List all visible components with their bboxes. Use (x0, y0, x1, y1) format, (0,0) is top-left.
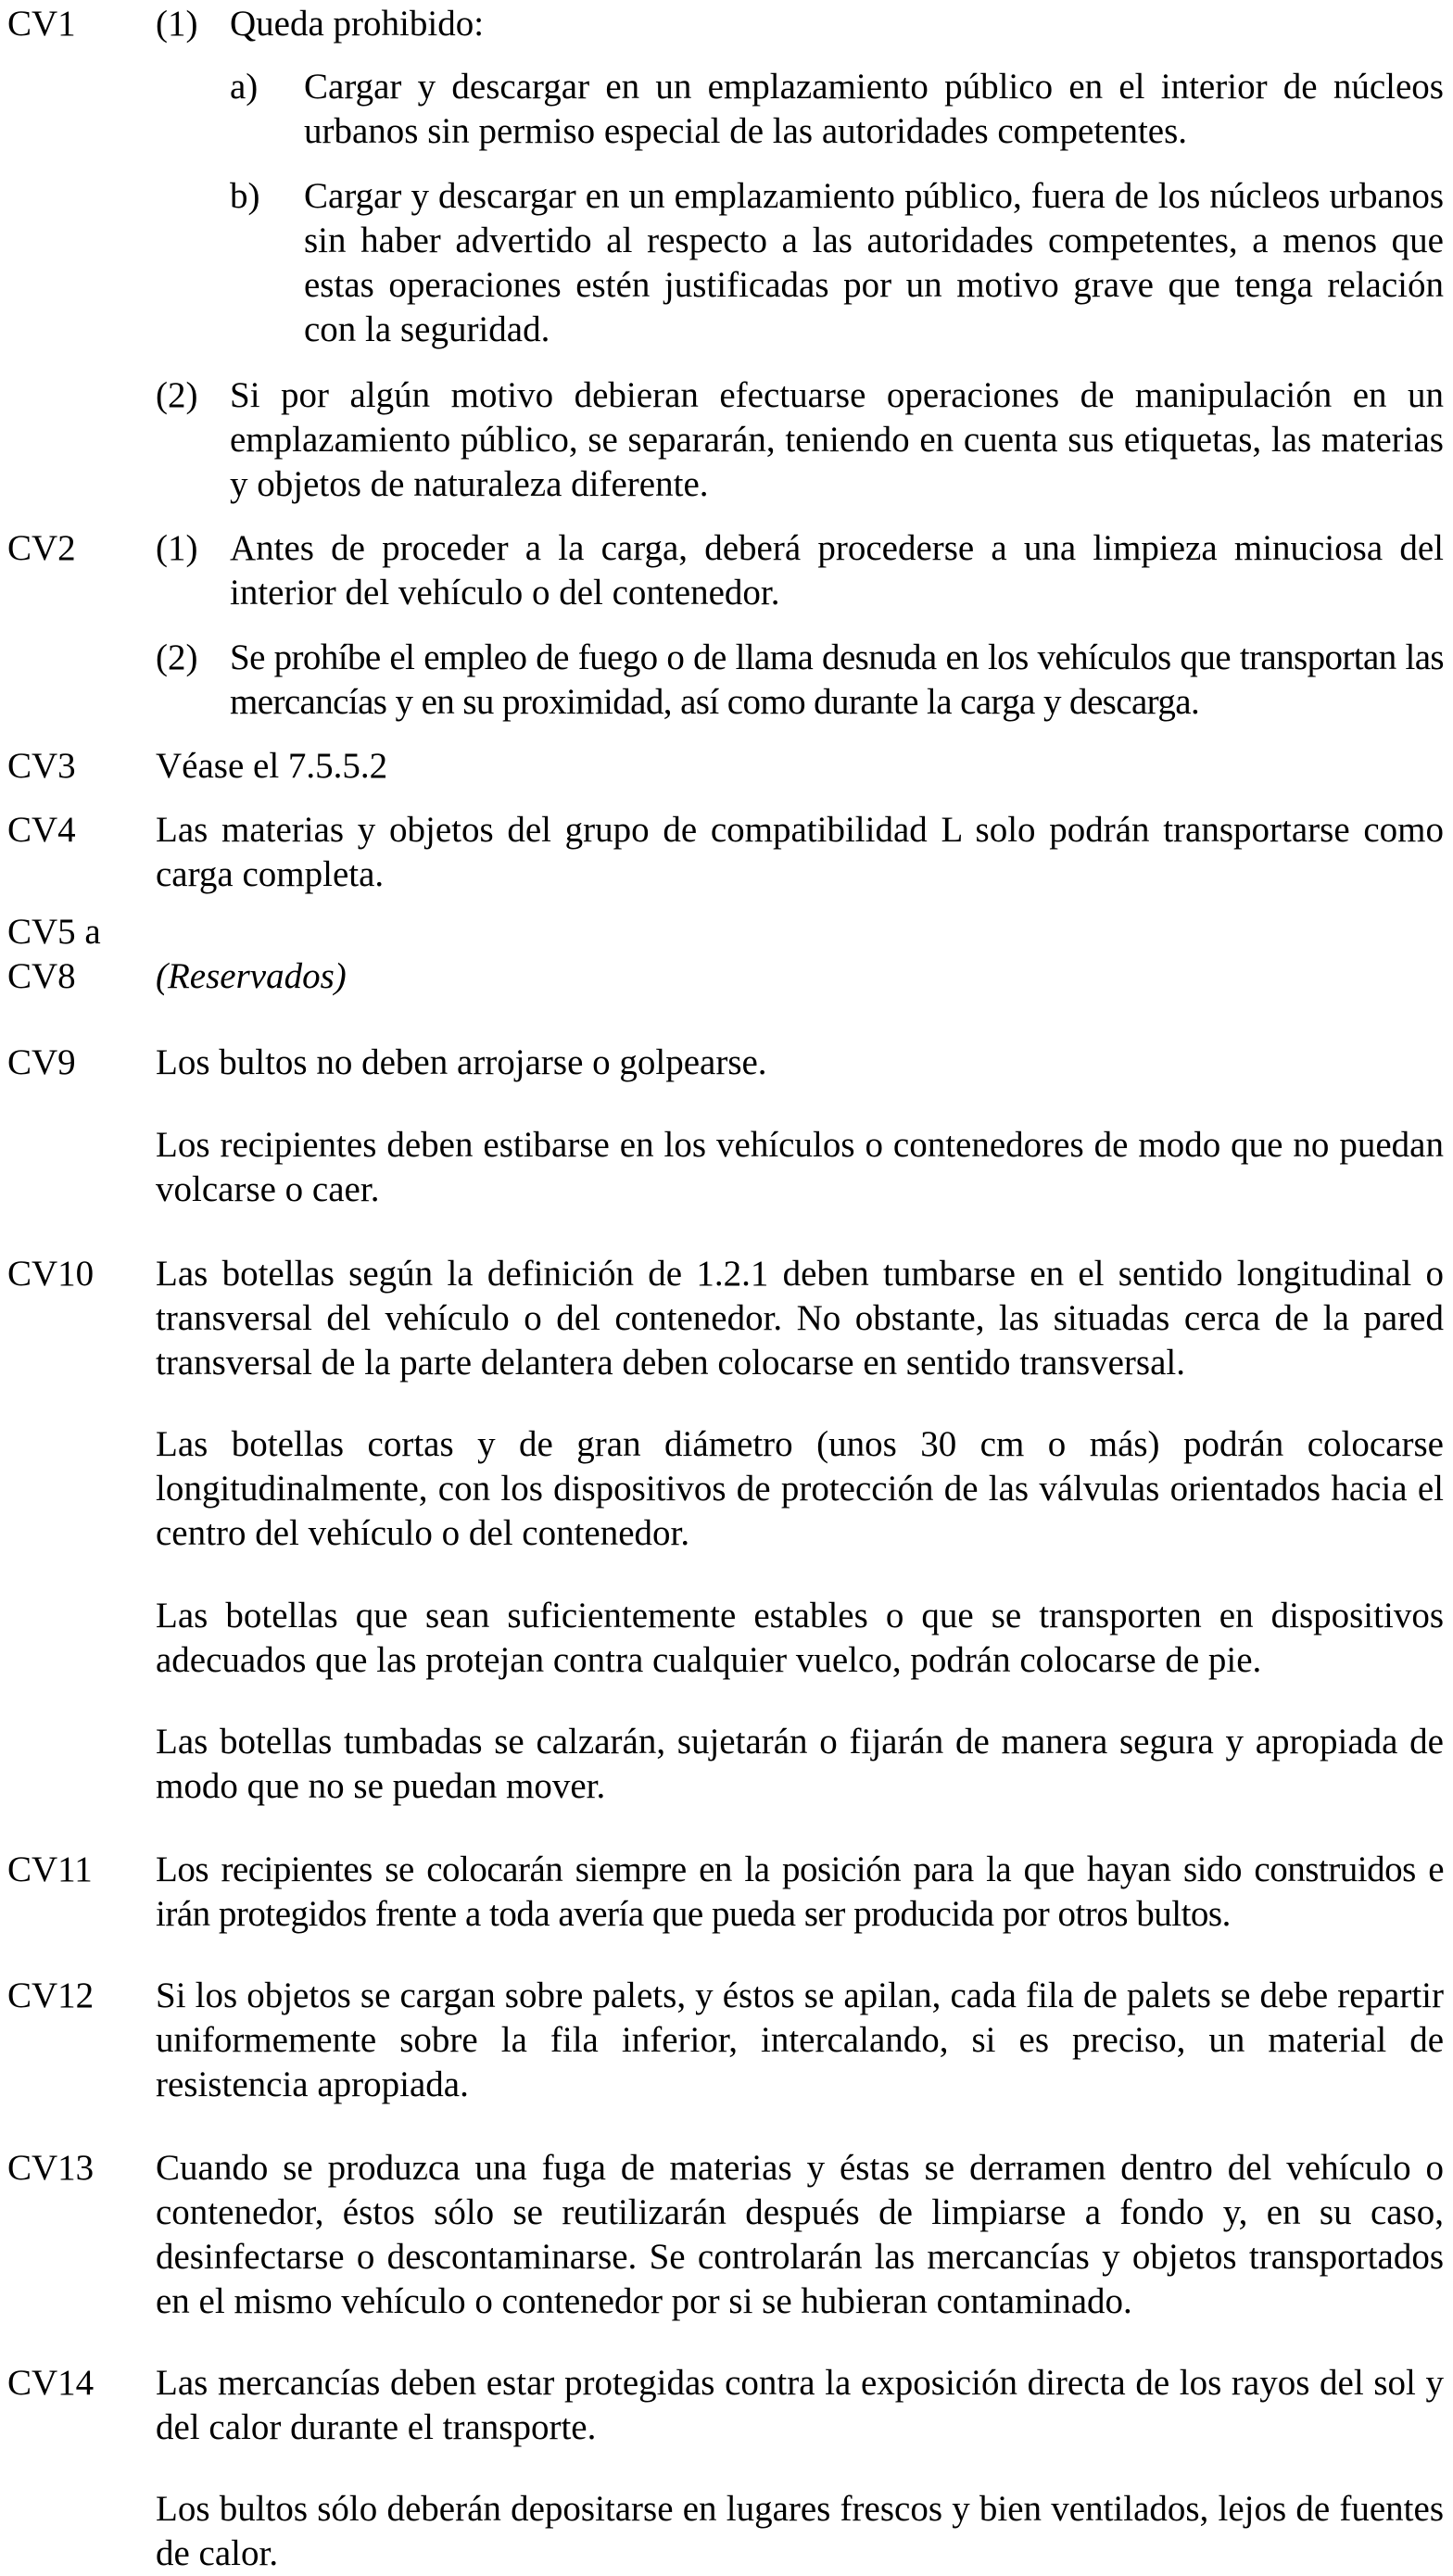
entry-code: CV4 (7, 810, 76, 850)
sub-item-text: Cargar y descargar en un emplazamiento público en el interior de núcleos urbanos sin permiso especial de las autoridades competentes. (304, 67, 1444, 151)
item-number: (2) (156, 638, 198, 677)
entry-paragraph: Las botellas según la definición de 1.2.1 deben tumbarse en el sentido longitudinal o transversal del vehículo o del contenedor. No obstante, las situadas cerca de la pared transversal de la parte delantera deben colocarse en sentido transversal. (156, 1254, 1444, 1383)
item-text: Antes de proceder a la carga, deberá procederse a una limpieza minuciosa del interior del vehículo o del contenedor. (230, 528, 1444, 612)
item-text: Queda prohibido: (230, 4, 485, 44)
entry-code: CV5 a (7, 912, 101, 952)
entry-paragraph: Las botellas tumbadas se calzarán, sujetarán o fijarán de manera segura y apropiada de modo que no se puedan mover. (156, 1722, 1444, 1806)
item-number: (2) (156, 375, 198, 415)
item-text: Se prohíbe el empleo de fuego o de llama desnuda en los vehículos que transportan las mercancías y en su proximidad, así como durante la carga y descarga. (230, 638, 1444, 722)
entry-code: CV3 (7, 746, 76, 786)
entry-code: CV8 (7, 956, 76, 996)
entry-text: Si los objetos se cargan sobre palets, y éstos se apilan, cada fila de palets se debe repartir uniformemente sobre la fila inferior, intercalando, si es preciso, un material de resistencia apropiada. (156, 1976, 1444, 2104)
entry-text: Cuando se produzca una fuga de materias y éstas se derramen dentro del vehículo o contenedor, éstos sólo se reutilizarán después de limpiarse a fondo y, en su caso, desinfectarse o descontaminarse. Se controlarán las mercancías y objetos transportados en el mismo vehículo o contenedor por si se hubieran contaminado. (156, 2148, 1444, 2321)
entry-code: CV2 (7, 528, 76, 568)
entry-code: CV13 (7, 2148, 95, 2188)
entry-paragraph: Los recipientes deben estibarse en los vehículos o contenedores de modo que no puedan volcarse o caer. (156, 1125, 1444, 1209)
entry-text: Las materias y objetos del grupo de compatibilidad L solo podrán transportarse como carga completa. (156, 810, 1444, 894)
entry-code: CV12 (7, 1976, 95, 2015)
item-number: (1) (156, 4, 198, 44)
entry-paragraph: Los bultos no deben arrojarse o golpearse. (156, 1042, 767, 1082)
sub-item-letter: b) (230, 176, 260, 216)
entry-text: Véase el 7.5.5.2 (156, 746, 388, 786)
sub-item-text: Cargar y descargar en un emplazamiento público, fuera de los núcleos urbanos sin haber advertido al respecto a las autoridades competentes, a menos que estas operaciones estén justificadas por un motivo grave que tenga relación con la seguridad. (304, 176, 1444, 349)
entry-code: CV11 (7, 1850, 93, 1889)
entry-paragraph: Las botellas cortas y de gran diámetro (unos 30 cm o más) podrán colocarse longitudinalmente, con los dispositivos de protección de las válvulas orientados hacia el centro del vehículo o del contenedor. (156, 1424, 1444, 1553)
entry-text: Los recipientes se colocarán siempre en la posición para la que hayan sido construidos e irán protegidos frente a toda avería que pueda ser producida por otros bultos. (156, 1850, 1444, 1934)
sub-item-letter: a) (230, 67, 259, 107)
entry-paragraph: Las botellas que sean suficientemente estables o que se transporten en dispositivos adecuados que las protejan contra cualquier vuelco, podrán colocarse de pie. (156, 1596, 1444, 1680)
entry-code: CV9 (7, 1042, 76, 1082)
entry-paragraph: Los bultos sólo deberán depositarse en lugares frescos y bien ventilados, lejos de fuentes de calor. (156, 2489, 1444, 2573)
entry-code: CV10 (7, 1254, 95, 1294)
entry-code: CV14 (7, 2363, 95, 2403)
entry-code: CV1 (7, 4, 76, 44)
entry-text: (Reservados) (156, 956, 347, 996)
item-number: (1) (156, 528, 198, 568)
entry-paragraph: Las mercancías deben estar protegidas contra la exposición directa de los rayos del sol y del calor durante el transporte. (156, 2363, 1444, 2447)
item-text: Si por algún motivo debieran efectuarse operaciones de manipulación en un emplazamiento público, se separarán, teniendo en cuenta sus etiquetas, las materias y objetos de naturaleza diferente. (230, 375, 1444, 504)
